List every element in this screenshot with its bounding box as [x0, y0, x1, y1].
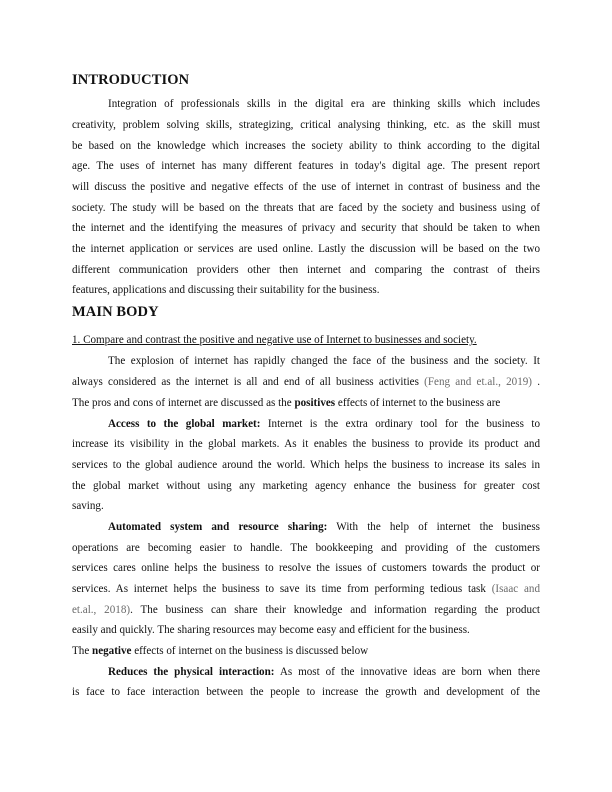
- intro-line-8: the internet application or services are used online. Lastly the discussion will be based on the two: [72, 243, 540, 255]
- intro-line-10: features, applications and discussing their suitability for the business.: [72, 284, 380, 296]
- p5-line-2: is face to face interaction between the people to increase the growth and development of the: [72, 686, 540, 698]
- p3-line-3: services cares online helps the business to resolve the issues of customers towards the product or: [72, 562, 540, 574]
- p4-line: The negative effects of internet on the business is discussed below: [72, 645, 369, 657]
- intro-line-9: different communication providers other then internet and comparing the contrast of theirs: [72, 264, 540, 276]
- intro-line-6: society. The study will be based on the threats that are faced by the society and business using of: [72, 202, 540, 214]
- intro-line-5: will discuss the positive and negative effects of the use of internet in contrast of business and the: [72, 181, 540, 193]
- introduction-heading: INTRODUCTION: [72, 72, 190, 88]
- p3-line-4: services. As internet helps the business to save its time from performing tedious task (Isaac and: [72, 583, 540, 595]
- intro-line-1: Integration of professionals skills in the digital era are thinking skills which includes: [108, 98, 540, 110]
- physical-interaction-title: Reduces the physical interaction:: [108, 666, 275, 678]
- p3-line-5: et.al., 2018). The business can share their knowledge and information regarding the product: [72, 604, 540, 616]
- intro-line-2: creativity, problem solving skills, strategizing, critical analysing thinking, etc. as the skill must: [72, 119, 540, 131]
- global-market-title: Access to the global market:: [108, 418, 261, 430]
- p1-line-2: always considered as the internet is all and end of all business activities (Feng and et.al., 2019) .: [72, 376, 541, 388]
- p1-line-3: The pros and cons of internet are discussed as the positives effects of internet to the business are: [72, 397, 501, 409]
- automated-system-title: Automated system and resource sharing:: [108, 521, 328, 533]
- intro-line-3: be based on the knowledge which increases the society ability to think according to the digital: [72, 140, 540, 152]
- p2-line-4: the global market without using any marketing agency enhance the business for greater cost: [72, 480, 540, 492]
- main-body-heading: MAIN BODY: [72, 304, 159, 320]
- p2-line-1: Access to the global market: Internet is the extra ordinary tool for the business to: [108, 418, 540, 430]
- section-1-subheading: 1. Compare and contrast the positive and negative use of Internet to businesses and society.: [72, 334, 477, 346]
- citation-isaac-2018: (Isaac and: [491, 583, 540, 595]
- p3-line-1: Automated system and resource sharing: With the help of internet the business: [108, 521, 540, 533]
- p2-line-5: saving.: [72, 500, 104, 512]
- p3-line-6: easily and quickly. The sharing resources may become easy and efficient for the business.: [72, 624, 470, 636]
- citation-feng-2019: (Feng and et.al., 2019): [424, 376, 532, 388]
- intro-line-7: the internet and the identifying the measures of privacy and security that should be taken to when: [72, 222, 540, 234]
- intro-line-4: age. The uses of internet has many different features in today's digital age. The present report: [72, 160, 540, 172]
- p2-line-2: increase its visibility in the global markets. As it enables the business to provide its product and: [72, 438, 540, 450]
- p1-line-1: The explosion of internet has rapidly changed the face of the business and the society. It: [108, 355, 540, 367]
- positives-term: positives: [294, 397, 336, 409]
- negative-term: negative: [92, 645, 132, 657]
- p5-line-1: Reduces the physical interaction: As most of the innovative ideas are born when there: [108, 666, 540, 678]
- p3-line-2: operations are becoming easier to handle. The bookkeeping and providing of the customers: [72, 542, 540, 554]
- p2-line-3: services to the global audience around the world. Which helps the business to increase its sales in: [72, 459, 540, 471]
